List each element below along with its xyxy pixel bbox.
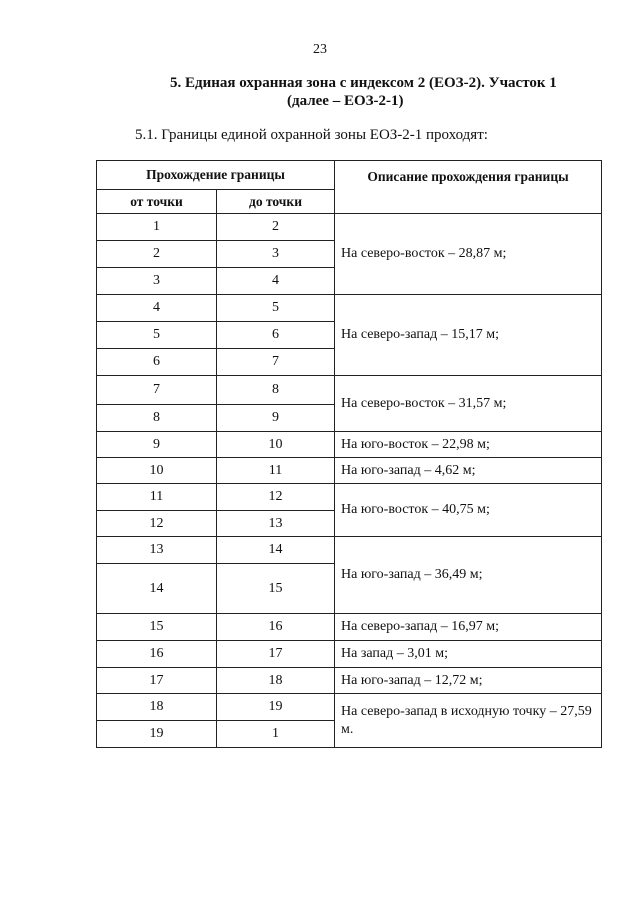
to-point: 9 <box>217 405 335 432</box>
table-row <box>97 694 602 721</box>
header-description: Описание прохождения границы <box>335 161 602 214</box>
to-point: 18 <box>217 668 335 694</box>
from-point: 16 <box>97 641 217 668</box>
intro-paragraph: 5.1. Границы единой охранной зоны ЕОЗ-2-1 проходят: <box>135 127 488 143</box>
table-row <box>97 432 602 458</box>
page-number: 23 <box>313 42 327 57</box>
table-row <box>97 641 602 668</box>
from-point: 10 <box>97 458 217 484</box>
header-from-point: от точки <box>97 190 217 214</box>
boundary-description: На северо-запад – 16,97 м; <box>335 614 602 641</box>
from-point: 17 <box>97 668 217 694</box>
to-point: 13 <box>217 511 335 537</box>
table-row <box>97 537 602 564</box>
to-point: 19 <box>217 694 335 721</box>
section-heading-line2: (далее – ЕОЗ-2-1) <box>287 93 404 109</box>
header-boundary-passage: Прохождение границы <box>97 161 335 190</box>
to-point: 7 <box>217 349 335 376</box>
to-point: 10 <box>217 432 335 458</box>
boundary-table <box>96 160 602 748</box>
from-point: 15 <box>97 614 217 641</box>
table-row <box>97 614 602 641</box>
to-point: 12 <box>217 484 335 511</box>
from-point: 7 <box>97 376 217 405</box>
boundary-description: На северо-запад в исходную точку – 27,59 м. <box>335 694 602 748</box>
from-point: 1 <box>97 214 217 241</box>
boundary-description: На юго-запад – 12,72 м; <box>335 668 602 694</box>
from-point: 18 <box>97 694 217 721</box>
header-to-point: до точки <box>217 190 335 214</box>
section-heading-line1: 5. Единая охранная зона с индексом 2 (ЕОЗ-2). Участок 1 <box>170 75 557 91</box>
boundary-description: На юго-восток – 40,75 м; <box>335 484 602 537</box>
to-point: 15 <box>217 564 335 614</box>
to-point: 8 <box>217 376 335 405</box>
table-row <box>97 458 602 484</box>
from-point: 19 <box>97 721 217 748</box>
to-point: 5 <box>217 295 335 322</box>
from-point: 13 <box>97 537 217 564</box>
from-point: 8 <box>97 405 217 432</box>
from-point: 6 <box>97 349 217 376</box>
table-row <box>97 376 602 405</box>
from-point: 2 <box>97 241 217 268</box>
to-point: 17 <box>217 641 335 668</box>
boundary-description: На юго-восток – 22,98 м; <box>335 432 602 458</box>
boundary-description: На запад – 3,01 м; <box>335 641 602 668</box>
from-point: 5 <box>97 322 217 349</box>
to-point: 11 <box>217 458 335 484</box>
boundary-description: На юго-запад – 4,62 м; <box>335 458 602 484</box>
to-point: 16 <box>217 614 335 641</box>
boundary-description: На юго-запад – 36,49 м; <box>335 537 602 614</box>
from-point: 14 <box>97 564 217 614</box>
to-point: 3 <box>217 241 335 268</box>
boundary-description: На северо-восток – 28,87 м; <box>335 214 602 295</box>
to-point: 2 <box>217 214 335 241</box>
to-point: 6 <box>217 322 335 349</box>
table-row <box>97 484 602 511</box>
to-point: 4 <box>217 268 335 295</box>
from-point: 4 <box>97 295 217 322</box>
to-point: 14 <box>217 537 335 564</box>
table-row <box>97 295 602 322</box>
from-point: 9 <box>97 432 217 458</box>
from-point: 3 <box>97 268 217 295</box>
boundary-description: На северо-запад – 15,17 м; <box>335 295 602 376</box>
table-row <box>97 214 602 241</box>
boundary-description: На северо-восток – 31,57 м; <box>335 376 602 432</box>
from-point: 12 <box>97 511 217 537</box>
from-point: 11 <box>97 484 217 511</box>
to-point: 1 <box>217 721 335 748</box>
section-heading <box>170 74 570 110</box>
table-row <box>97 668 602 694</box>
